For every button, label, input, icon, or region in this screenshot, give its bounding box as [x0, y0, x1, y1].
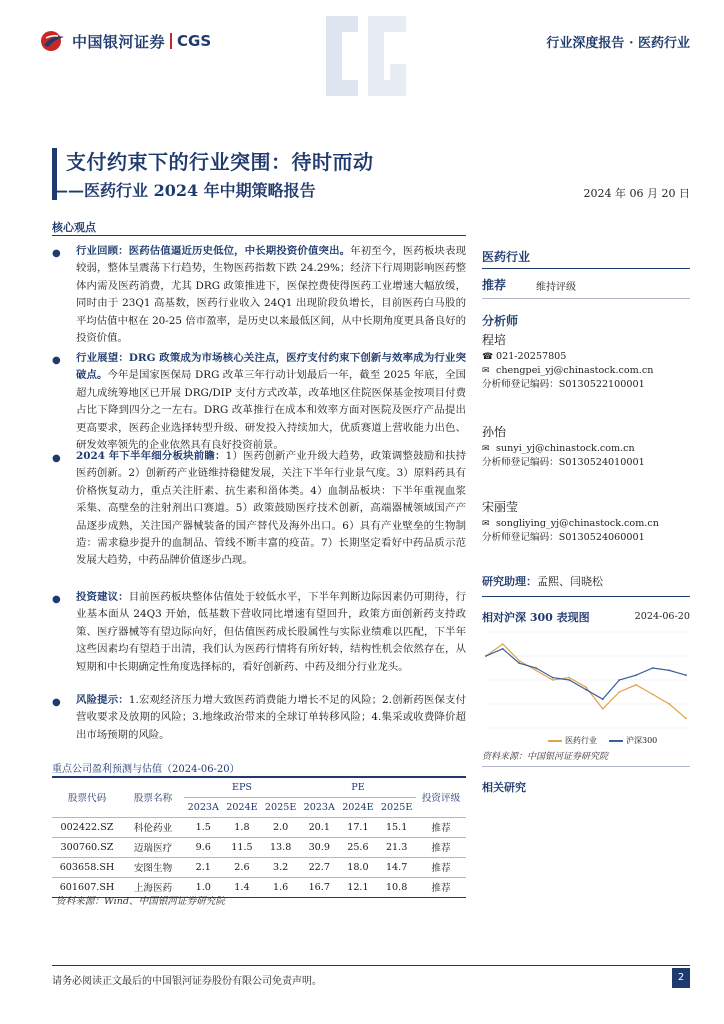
col-year: 2025E	[377, 797, 416, 817]
col-rating: 投资评级	[416, 777, 466, 817]
section-divider	[52, 235, 466, 236]
analyst-email-row[interactable]	[482, 517, 659, 531]
rating-row	[482, 276, 576, 293]
bullet-body: 目前医药板块整体估值处于较低水平，下半年判断边际因素仍可期待，行业基本面从 24Q3 开始，低基数下营收同比增速有望回升，政策方面创新药支持政策、医疗器械等有望边际向好，但估值医药成长股属性与实际业绩难以匹配，下半年这些因素均有望趋于出清，我们认为医药行情将有所好转，结构性机会依然存在，从短期和中长期确定性角度选择标的，看好创新药、中药及细分行业龙头。	[76, 591, 467, 673]
legend-label: 医药行业	[565, 736, 597, 745]
cell-rating: 推荐	[416, 817, 466, 837]
legend-swatch-icon	[609, 740, 623, 742]
core-views-list	[52, 243, 466, 754]
related-research-heading[interactable]: 相关研究	[482, 781, 526, 794]
analyst-phone-row	[482, 350, 653, 364]
col-pe: PE	[300, 777, 416, 797]
legend-label: 沪深300	[626, 736, 658, 745]
assistant-label: 研究助理：	[482, 575, 537, 588]
table-caption: 重点公司盈利预测与估值（2024-06-20）	[52, 764, 240, 775]
chart-title: 相对沪深 300 表现图	[482, 611, 590, 624]
bullet-body: 今年是国家医保局 DRG 改革三年行动计划最后一年，截至 2025 年底，全国超九成统筹地区已开展 DRG/DIP 支付方式改革，改革地区住院医保基金按项目付费占比下降到四分之一左右。DRG 改革推行在成本和效率方面对医院及医疗产品提出更高要求，医药企业选择转型升级、研发投入持续加大，优质赛道上营收能力出色、研发效率领先的企业依然具有良好投资前景。	[76, 369, 467, 452]
bullet-body: 1）医药创新产业升级大趋势，政策调整鼓励和扶持医药创新。2）创新药产业链维持稳健发展，关注下半年行业景气度。3）原料药具有价格恢复动力，重点关注肝素、抗生素和甾体类。4）血制品板块：下半年重视血浆采集、高壁垒的注射剂出口赛道。5）政策鼓励医疗技术创新，高端器械领域国产产品逐步成熟，关注国产器械装备的国产替代及海外出口。6）具有产业壁垒的生物制造：需求稳步提升的血制品、管线不断丰富的疫苗。7）长期坚定看好中药品质示范发展大趋势，中药品牌价值逐步凸现。	[76, 450, 466, 567]
cell-pe: 10.8	[377, 877, 416, 897]
cell-pe: 21.3	[377, 837, 416, 857]
chart-data-point	[668, 703, 670, 705]
page-subtitle: ——医药行业 2024 年中期策略报告	[52, 181, 316, 200]
chart-data-point	[568, 679, 570, 681]
analyst-card	[482, 333, 653, 392]
earnings-estimates-table	[52, 776, 466, 898]
chart-data-point	[685, 718, 687, 720]
analyst-card	[482, 425, 645, 470]
page-title: 支付约束下的行业突围：待时而动	[66, 150, 374, 174]
cell-code: 601607.SH	[52, 877, 122, 897]
company-logo	[40, 30, 211, 52]
cell-code: 002422.SZ	[52, 817, 122, 837]
bullet-industry-outlook	[52, 350, 467, 452]
cell-eps: 2.6	[223, 857, 262, 877]
bullet-dot-icon: ●	[52, 453, 61, 464]
cell-pe: 18.0	[339, 857, 378, 877]
cell-pe: 30.9	[300, 837, 339, 857]
cell-eps: 2.0	[261, 817, 300, 837]
cell-name: 科伦药业	[122, 817, 184, 837]
analyst-cert: 分析师登记编码：S0130524010001	[482, 457, 645, 468]
footer-disclaimer: 请务必阅读正文最后的中国银河证券股份有限公司免责声明。	[52, 976, 322, 987]
table-row	[52, 817, 466, 837]
bullet-lead: 投资建议：	[76, 591, 129, 603]
cell-pe: 12.1	[339, 877, 378, 897]
col-year: 2025E	[261, 797, 300, 817]
analyst-email-row[interactable]	[482, 442, 645, 456]
analyst-name: 程培	[482, 333, 507, 347]
analyst-name: 孙怡	[482, 425, 507, 439]
col-year: 2023A	[300, 797, 339, 817]
analyst-card	[482, 500, 659, 545]
cell-pe: 25.6	[339, 837, 378, 857]
analyst-email[interactable]: sunyi_yj@chinastock.com.cn	[496, 443, 635, 454]
chart-data-point	[618, 691, 620, 693]
chart-data-point	[568, 677, 570, 679]
chart-data-point	[552, 679, 554, 681]
cell-eps: 1.5	[184, 817, 223, 837]
logo-separator	[170, 33, 172, 49]
chart-data-point	[602, 708, 604, 710]
cell-name: 安图生物	[122, 857, 184, 877]
col-stock-code: 股票代码	[52, 777, 122, 817]
table-row	[52, 837, 466, 857]
chart-data-point	[585, 689, 587, 691]
bullet-investment-advice	[52, 589, 466, 682]
cell-eps: 3.2	[261, 857, 300, 877]
col-year: 2023A	[184, 797, 223, 817]
analyst-cert: 分析师登记编码：S0130524060001	[482, 532, 645, 543]
chart-data-point	[668, 670, 670, 672]
bullet-dot-icon: ●	[52, 355, 61, 366]
chart-data-point	[502, 643, 504, 645]
sidebar-divider	[482, 766, 690, 767]
cell-pe: 14.7	[377, 857, 416, 877]
cell-eps: 1.8	[223, 817, 262, 837]
chart-data-point	[685, 674, 687, 676]
email-icon: ✉	[482, 366, 490, 376]
chart-data-point	[502, 648, 504, 650]
chart-data-point	[552, 677, 554, 679]
col-eps: EPS	[184, 777, 300, 797]
analyst-email-row[interactable]	[482, 364, 653, 378]
cell-eps: 11.5	[223, 837, 262, 857]
bullet-lead: 行业回顾：医药估值逼近历史低位，中长期投资价值突出。	[76, 245, 351, 257]
cell-pe: 20.1	[300, 817, 339, 837]
relative-performance-chart	[482, 628, 690, 740]
legend-swatch-icon	[548, 740, 562, 742]
logo-text-cn: 中国银河证券	[72, 32, 166, 51]
bullet-body: 年初至今，医药板块表现较弱，整体呈震荡下行趋势，生物医药指数下跌 24.29%；经济下行周期影响医药整体内需及医药消费，尤其 DRG 政策推进下，医保控费使得医药工业增速大幅放缓，同时由于 23Q1 高基数，医药行业收入 24Q1 出现阶段负增长，目前医药白马股的平均估值中枢在 20-25 倍市盈率，是历史以来最低区间，从中长期角度更具备良好的投资价值。	[76, 245, 467, 345]
cell-rating: 推荐	[416, 877, 466, 897]
chart-data-point	[535, 670, 537, 672]
bullet-lead: 风险提示：	[76, 694, 129, 706]
cell-eps: 9.6	[184, 837, 223, 857]
analyst-heading: 分析师	[482, 314, 519, 328]
analyst-email[interactable]: chengpei_yj@chinastock.com.cn	[496, 365, 654, 376]
cell-name: 上海医药	[122, 877, 184, 897]
cell-rating: 推荐	[416, 857, 466, 877]
cell-pe: 22.7	[300, 857, 339, 877]
rating-label: 推荐	[482, 278, 507, 292]
chart-grid	[486, 632, 686, 728]
col-stock-name: 股票名称	[122, 777, 184, 817]
analyst-name: 宋丽莹	[482, 500, 519, 514]
chart-legend	[548, 735, 657, 746]
analyst-phone: 021-20257805	[496, 351, 567, 362]
rating-value: 维持评级	[536, 282, 576, 293]
phone-icon: ☎	[482, 352, 494, 362]
chart-data-point	[518, 662, 520, 664]
sidebar-divider	[482, 268, 690, 269]
table-header-row	[52, 777, 466, 797]
cell-code: 603658.SH	[52, 857, 122, 877]
cell-name: 迈瑞医疗	[122, 837, 184, 857]
cell-pe: 16.7	[300, 877, 339, 897]
legend-item	[548, 735, 597, 746]
footer-divider	[52, 965, 690, 966]
cell-code: 300760.SZ	[52, 837, 122, 857]
chart-data-point	[618, 679, 620, 681]
cell-rating: 推荐	[416, 837, 466, 857]
bullet-segment-outlook	[52, 448, 466, 579]
bullet-industry-review	[52, 243, 467, 345]
cgs-watermark-icon	[318, 8, 414, 104]
chart-series-line	[486, 649, 686, 699]
legend-item	[609, 735, 657, 746]
chart-series	[485, 643, 687, 719]
company-logo-icon	[40, 30, 66, 52]
table-row	[52, 857, 466, 877]
email-icon: ✉	[482, 444, 490, 454]
bullet-lead: 2024 年下半年细分板块前瞻：	[76, 450, 226, 462]
chart-data-point	[635, 684, 637, 686]
bullet-dot-icon: ●	[52, 594, 61, 605]
chart-data-point	[485, 655, 487, 657]
cell-eps: 1.6	[261, 877, 300, 897]
bullet-body: 1.宏观经济压力增大致医药消费能力增长不足的风险；2.创新药医保支付营收要求及放期的风险；3.地缘政治带来的全球订单转移风险；4.集采或收费降价超出市场预期的风险。	[76, 694, 467, 741]
sidebar-divider	[482, 298, 690, 299]
chart-data-point	[535, 667, 537, 669]
chart-series-line	[486, 644, 686, 718]
chart-data-point	[652, 667, 654, 669]
chart-date: 2024-06-20	[634, 611, 690, 622]
chart-data-point	[602, 698, 604, 700]
industry-label: 医药行业	[482, 250, 531, 264]
research-assistants	[482, 573, 603, 589]
analyst-cert: 分析师登记编码：S0130522100001	[482, 379, 645, 390]
table-source: 资料来源：Wind、中国银河证券研究院	[56, 896, 225, 907]
email-icon: ✉	[482, 519, 490, 529]
analyst-email[interactable]: songliying_yj@chinastock.com.cn	[496, 518, 659, 529]
cell-eps: 2.1	[184, 857, 223, 877]
bullet-dot-icon: ●	[52, 248, 61, 259]
report-type: 行业深度报告 · 医药行业	[546, 36, 690, 51]
core-views-heading: 核心观点	[52, 221, 96, 234]
chart-source: 资料来源：中国银河证券研究院	[482, 752, 609, 762]
bullet-lead: 行业展望：DRG 政策成为市场核心关注点，医疗支付约束下创新与效率成为行业突破点。	[76, 352, 466, 382]
chart-data-point	[652, 694, 654, 696]
chart-data-point	[518, 660, 520, 662]
col-year: 2024E	[223, 797, 262, 817]
cell-eps: 1.4	[223, 877, 262, 897]
bullet-dot-icon: ●	[52, 697, 61, 708]
cell-pe: 15.1	[377, 817, 416, 837]
page-number: 2	[672, 968, 690, 988]
assistant-names: 孟熙、闫晓松	[537, 575, 603, 588]
col-year: 2024E	[339, 797, 378, 817]
report-date: 2024 年 06 月 20 日	[583, 187, 690, 200]
cell-eps: 1.0	[184, 877, 223, 897]
sidebar-divider	[482, 596, 690, 597]
logo-text-en: CGS	[177, 32, 212, 50]
bullet-risk-warning	[52, 692, 466, 744]
chart-data-point	[585, 686, 587, 688]
cell-eps: 13.8	[261, 837, 300, 857]
cell-pe: 17.1	[339, 817, 378, 837]
chart-data-point	[635, 674, 637, 676]
